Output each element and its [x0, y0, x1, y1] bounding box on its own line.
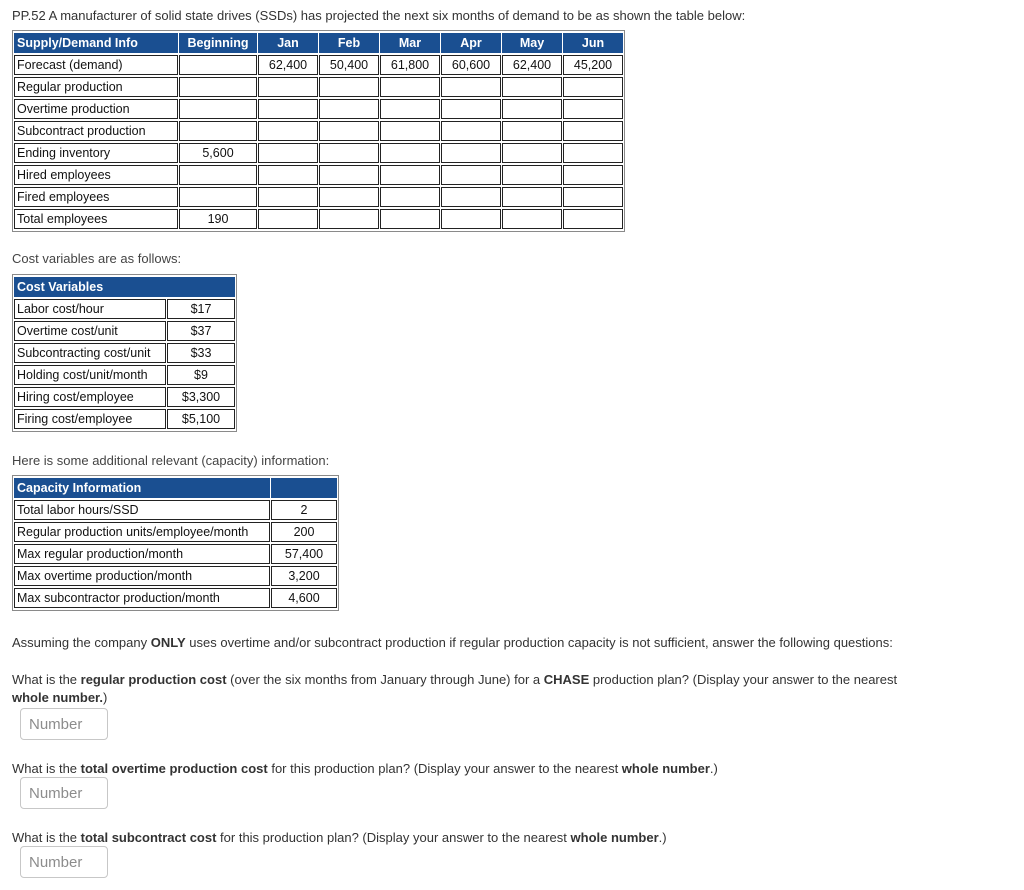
table-row [14, 165, 623, 185]
supply-header-5: Apr [441, 33, 501, 53]
capacity-table-body [14, 500, 337, 608]
table-row [14, 365, 235, 385]
cost-label: Labor cost/hour [14, 299, 166, 319]
month-cell [441, 209, 501, 229]
capacity-label: Regular production units/employee/month [14, 522, 270, 542]
supply-header-7: Jun [563, 33, 623, 53]
question-text-segment: What is the [12, 761, 81, 776]
beginning-cell [179, 165, 257, 185]
table-row [14, 209, 623, 229]
month-cell [258, 121, 318, 141]
cost-label: Holding cost/unit/month [14, 365, 166, 385]
assumption-text [12, 634, 893, 652]
beginning-cell: 190 [179, 209, 257, 229]
month-cell [441, 143, 501, 163]
supply-header-4: Mar [380, 33, 440, 53]
month-cell [563, 77, 623, 97]
row-label: Subcontract production [14, 121, 178, 141]
capacity-value: 2 [271, 500, 337, 520]
month-cell: 62,400 [258, 55, 318, 75]
table-row [14, 299, 235, 319]
supply-header-2: Jan [258, 33, 318, 53]
assumption-pre: Assuming the company [12, 635, 151, 650]
cost-label: Hiring cost/employee [14, 387, 166, 407]
cost-variables-table [12, 274, 237, 432]
beginning-cell [179, 187, 257, 207]
row-label: Ending inventory [14, 143, 178, 163]
row-label: Regular production [14, 77, 178, 97]
month-cell [380, 143, 440, 163]
cost-value: $3,300 [167, 387, 235, 407]
question-text-segment: whole number [621, 761, 710, 776]
capacity-value: 3,200 [271, 566, 337, 586]
supply-header-3: Feb [319, 33, 379, 53]
month-cell [563, 209, 623, 229]
month-cell [380, 209, 440, 229]
month-cell [441, 187, 501, 207]
question-3 [12, 829, 912, 847]
question-text-segment: What is the [12, 830, 81, 845]
month-cell: 61,800 [380, 55, 440, 75]
month-cell [319, 165, 379, 185]
table-row [14, 522, 337, 542]
row-label: Overtime production [14, 99, 178, 119]
table-row [14, 321, 235, 341]
cost-table-body [14, 299, 235, 429]
question-text-segment: CHASE [543, 672, 590, 687]
question-text-segment: total overtime production cost [80, 761, 268, 776]
month-cell [319, 209, 379, 229]
month-cell [563, 143, 623, 163]
question-text-segment: for this production plan? (Display your answer to the nearest [267, 761, 622, 776]
month-cell [502, 165, 562, 185]
question-text-segment: for this production plan? (Display your answer to the nearest [216, 830, 571, 845]
capacity-label: Max overtime production/month [14, 566, 270, 586]
assumption-post: uses overtime and/or subcontract production if regular production capacity is not sufficient, answer the following questions: [185, 635, 893, 650]
month-cell [380, 165, 440, 185]
subcontract-cost-input[interactable] [20, 846, 108, 878]
question-text-segment: .) [709, 761, 718, 776]
month-cell [258, 77, 318, 97]
cost-value: $37 [167, 321, 235, 341]
row-label: Hired employees [14, 165, 178, 185]
month-cell [258, 187, 318, 207]
month-cell: 50,400 [319, 55, 379, 75]
capacity-header-blank [271, 478, 337, 498]
month-cell [563, 165, 623, 185]
question-text-segment: regular production cost [80, 672, 227, 687]
beginning-cell: 5,600 [179, 143, 257, 163]
cost-table-header: Cost Variables [14, 277, 235, 297]
table-row [14, 343, 235, 363]
month-cell [441, 121, 501, 141]
supply-header-row [14, 33, 623, 53]
month-cell [380, 187, 440, 207]
month-cell [258, 143, 318, 163]
cost-value: $5,100 [167, 409, 235, 429]
capacity-table-header: Capacity Information [14, 478, 270, 498]
table-row [14, 409, 235, 429]
table-row [14, 121, 623, 141]
month-cell [441, 165, 501, 185]
capacity-label: Total labor hours/SSD [14, 500, 270, 520]
regular-production-cost-input[interactable] [20, 708, 108, 740]
capacity-intro: Here is some additional relevant (capacity) information: [12, 453, 330, 468]
month-cell [380, 99, 440, 119]
question-text-segment: What is the [12, 672, 81, 687]
month-cell [258, 209, 318, 229]
assumption-bold: ONLY [150, 635, 186, 650]
month-cell [502, 187, 562, 207]
question-text-segment: .) [658, 830, 667, 845]
cost-label: Firing cost/employee [14, 409, 166, 429]
question-text-segment: whole number [570, 830, 659, 845]
month-cell [502, 121, 562, 141]
capacity-label: Max subcontractor production/month [14, 588, 270, 608]
month-cell [319, 187, 379, 207]
table-row [14, 588, 337, 608]
month-cell: 45,200 [563, 55, 623, 75]
question-text-segment: (over the six months from January through June) for a [226, 672, 544, 687]
month-cell [563, 187, 623, 207]
cost-label: Overtime cost/unit [14, 321, 166, 341]
table-row [14, 143, 623, 163]
month-cell [319, 143, 379, 163]
question-text-segment: total subcontract cost [80, 830, 217, 845]
capacity-value: 4,600 [271, 588, 337, 608]
beginning-cell [179, 99, 257, 119]
month-cell [441, 77, 501, 97]
supply-header-0: Supply/Demand Info [14, 33, 178, 53]
month-cell [441, 99, 501, 119]
row-label: Total employees [14, 209, 178, 229]
cost-intro: Cost variables are as follows: [12, 251, 182, 266]
supply-table-body [14, 55, 623, 229]
table-row [14, 77, 623, 97]
month-cell [319, 99, 379, 119]
capacity-label: Max regular production/month [14, 544, 270, 564]
problem-intro: PP.52 A manufacturer of solid state drives (SSDs) has projected the next six months of demand to be as shown the table below: [12, 8, 746, 23]
capacity-information-table [12, 475, 339, 611]
supply-header-1: Beginning [179, 33, 257, 53]
month-cell: 60,600 [441, 55, 501, 75]
month-cell [502, 77, 562, 97]
overtime-cost-input[interactable] [20, 777, 108, 809]
month-cell [563, 121, 623, 141]
table-row [14, 99, 623, 119]
cost-value: $9 [167, 365, 235, 385]
row-label: Fired employees [14, 187, 178, 207]
month-cell: 62,400 [502, 55, 562, 75]
month-cell [258, 165, 318, 185]
month-cell [502, 99, 562, 119]
question-text-segment: production plan? (Display your answer to the nearest [589, 672, 898, 687]
table-row [14, 500, 337, 520]
question-1 [12, 671, 912, 707]
beginning-cell [179, 121, 257, 141]
month-cell [380, 121, 440, 141]
month-cell [319, 121, 379, 141]
row-label: Forecast (demand) [14, 55, 178, 75]
table-row [14, 55, 623, 75]
beginning-cell [179, 55, 257, 75]
capacity-value: 200 [271, 522, 337, 542]
table-row [14, 187, 623, 207]
capacity-value: 57,400 [271, 544, 337, 564]
month-cell [502, 209, 562, 229]
question-2 [12, 760, 912, 778]
beginning-cell [179, 77, 257, 97]
supply-header-6: May [502, 33, 562, 53]
question-text-segment: whole number. [12, 690, 104, 705]
table-row [14, 544, 337, 564]
month-cell [502, 143, 562, 163]
cost-value: $17 [167, 299, 235, 319]
table-row [14, 566, 337, 586]
month-cell [258, 99, 318, 119]
supply-demand-table [12, 30, 625, 232]
table-row [14, 387, 235, 407]
month-cell [380, 77, 440, 97]
question-text-segment: ) [103, 690, 108, 705]
cost-value: $33 [167, 343, 235, 363]
month-cell [563, 99, 623, 119]
month-cell [319, 77, 379, 97]
cost-label: Subcontracting cost/unit [14, 343, 166, 363]
